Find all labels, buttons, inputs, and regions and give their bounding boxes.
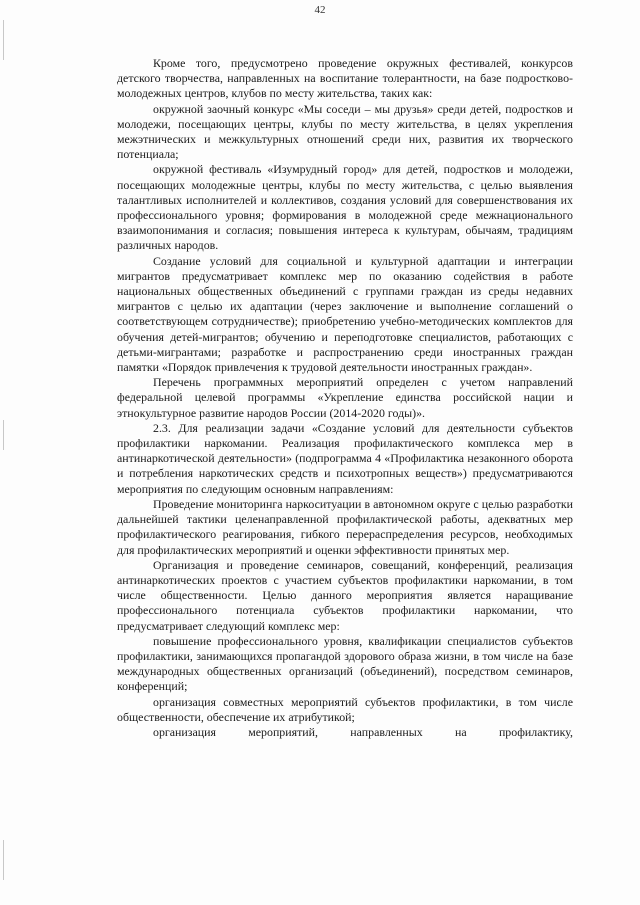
document-body	[117, 56, 573, 740]
page-number: 42	[314, 4, 326, 16]
scan-edge-mark	[3, 840, 4, 880]
paragraph-seminars: Организация и проведение семинаров, совещаний, конференций, реализация антинаркотических проектов с участием субъектов профилактики наркомании, в том числе общественности. Целью данного мероприятия является наращивание профессионального потенциала субъектов профилактики наркомании, что предусматривает следующий комплекс мер:	[117, 557, 573, 633]
paragraph-festivals-intro: Кроме того, предусмотрено проведение окружных фестивалей, конкурсов детского творчества, направленных на воспитание толерантности, на базе подростково-молодежных центров, клубов по месту жительства, таких как:	[117, 56, 573, 101]
paragraph-monitoring: Проведение мониторинга наркоситуации в автономном округе с целью разработки дальнейшей тактики целенаправленной профилактической работы, адекватных мер профилактического реагирования, гибкого перераспределения ресурсов, необходимых для профилактических мероприятий и оценки эффективности принятых мер.	[117, 496, 573, 557]
paragraph-festival-emerald-city: окружной фестиваль «Изумрудный город» для детей, подростков и молодежи, посещающих молодежные центры, клубы по месту жительства, с целью выявления талантливых исполнителей и коллективов, создания условий для совершенствования их профессионального уровня; формирования в молодежной среде межнационального взаимопонимания и согласия; повышения интереса к культурам, обычаям, традициям различных народов.	[117, 162, 573, 253]
paragraph-prevention-events: организация мероприятий, направленных на профилактику,	[153, 724, 573, 739]
paragraph-section-2-3: 2.3. Для реализации задачи «Создание условий для деятельности субъектов профилактики наркомании. Реализация профилактического комплекса мер в антинаркотической деятельности» (подпрограмма 4 «Профилактика незаконного оборота и потребления наркотических средств и психотропных веществ») предусматриваются мероприятия по следующим основным направлениям:	[117, 420, 573, 496]
scan-edge-mark	[3, 420, 4, 450]
paragraph-program-list: Перечень программных мероприятий определен с учетом направлений федеральной целевой программы «Укрепление единства российской нации и этнокультурное развитие народов России (2014-2020 годы)».	[117, 375, 573, 420]
paragraph-contest-neighbors: окружной заочный конкурс «Мы соседи – мы друзья» среди детей, подростков и молодежи, посещающих центры, клубы по месту жительства, в целях укрепления межэтнических и межкультурных отношений среди них, развития их творческого потенциала;	[117, 101, 573, 162]
paragraph-migrant-adaptation: Создание условий для социальной и культурной адаптации и интеграции мигрантов предусматривает комплекс мер по оказанию содействия в работе национальных общественных объединений с группами граждан из среды недавних мигрантов с целью их адаптации (через заключение и выполнение соглашений о соответствующем сотрудничестве); приобретению учебно-методических комплектов для обучения детей-мигрантов; обучению и переподготовке специалистов, работающих с детьми-мигрантами; разработке и распространению среди иностранных граждан памятки «Порядок привлечения к трудовой деятельности иностранных граждан».	[117, 253, 573, 375]
scan-edge-mark	[3, 20, 4, 60]
paragraph-joint-events: организация совместных мероприятий субъектов профилактики, в том числе общественности, обеспечение их атрибутикой;	[117, 694, 573, 724]
paragraph-qualification: повышение профессионального уровня, квалификации специалистов субъектов профилактики, занимающихся пропагандой здорового образа жизни, в том числе на базе международных общественных организаций (объединений), посредством семинаров, конференций;	[117, 633, 573, 694]
